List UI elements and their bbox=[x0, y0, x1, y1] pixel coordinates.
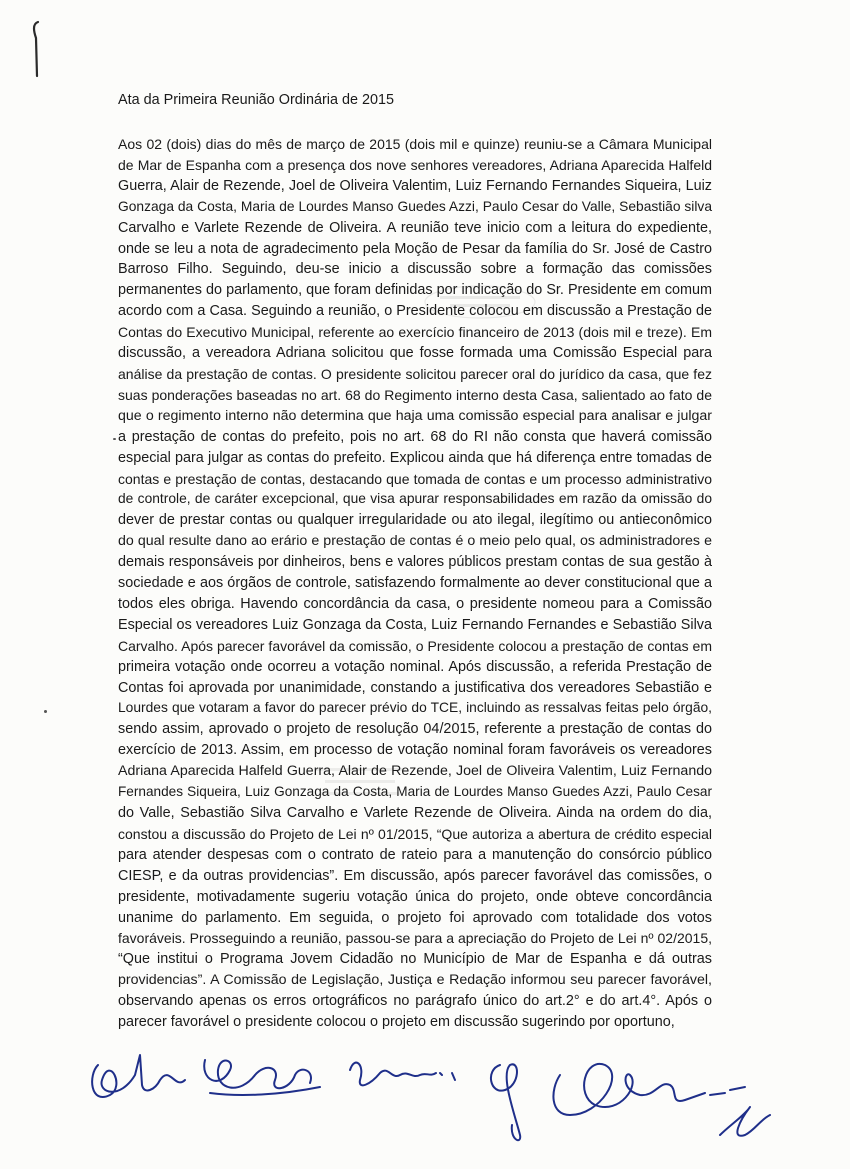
body-line: sendo assim, aprovado o projeto de resolução 04/2015, referente a prestação de contas do bbox=[118, 721, 712, 738]
body-line: providencias”. A Comissão de Legislação, Justiça e Redação informou seu parecer favorável, bbox=[118, 972, 712, 989]
body-line: onde se leu a nota de agradecimento pela Moção de Pesar da família do Sr. José de Castro bbox=[118, 240, 712, 257]
body-line: favoráveis. Prosseguindo a reunião, passou-se para a apreciação do Projeto de Lei nº 02/2015, bbox=[118, 930, 712, 947]
body-line: Contas do Executivo Municipal, referente ao exercício financeiro de 2013 (dois mil e treze). Em bbox=[118, 324, 712, 341]
signature-4 bbox=[491, 1064, 520, 1140]
body-line: suas ponderações baseadas no art. 68 do Regimento interno desta Casa, salientado ao fato de bbox=[118, 386, 712, 403]
body-line: do qual resulte dano ao erário e prestação de contas é o meio pelo qual, os administradores e bbox=[118, 533, 712, 550]
signature-5 bbox=[553, 1064, 705, 1115]
signature-1 bbox=[92, 1055, 185, 1097]
body-line: exercício de 2013. Assim, em processo de votação nominal foram favoráveis os vereadores bbox=[118, 742, 712, 759]
body-line: especial para julgar as contas do prefeito. Explicou ainda que há diferença entre tomadas de bbox=[118, 449, 712, 466]
body-line: unanime do parlamento. Em seguida, o projeto foi aprovado com totalidade dos votos bbox=[118, 909, 712, 926]
paper-speck bbox=[44, 710, 47, 713]
body-line: todos eles obriga. Havendo concordância da casa, o presidente nomeou para a Comissão bbox=[118, 595, 712, 612]
body-line: Adriana Aparecida Halfeld Guerra, Alair de Rezende, Joel de Oliveira Valentim, Luiz Fernando bbox=[118, 763, 712, 780]
paper-speck bbox=[113, 438, 116, 440]
body-line: de controle, de caráter excepcional, que visa apurar responsabilidades em razão da omissão do bbox=[118, 491, 712, 507]
body-line: primeira votação onde ocorreu a votação nominal. Após discussão, a referida Prestação de bbox=[118, 658, 712, 675]
document-body bbox=[118, 134, 712, 1033]
body-line: presidente, motivadamente sugeriu votação única do projeto, onde obteve concordância bbox=[118, 888, 712, 905]
body-line: Gonzaga da Costa, Maria de Lourdes Manso Guedes Azzi, Paulo Cesar do Valle, Sebastião silva bbox=[118, 198, 712, 214]
body-line: CIESP, e da outras providencias”. Em discussão, após parecer favorável das comissões, o bbox=[118, 867, 712, 884]
body-line: Fernandes Siqueira, Luiz Gonzaga da Costa, Maria de Lourdes Manso Guedes Azzi, Paulo Cesar bbox=[118, 784, 712, 800]
margin-mark bbox=[22, 18, 52, 78]
body-line: que o regimento interno não determina que haja uma comissão especial para analisar e julgar bbox=[118, 407, 712, 424]
body-line: Contas foi aprovada por unanimidade, constando a justificativa dos vereadores Sebastião e bbox=[118, 679, 712, 696]
body-line: Barroso Filho. Seguindo, deu-se inicio a discussão sobre a formação das comissões bbox=[118, 261, 712, 278]
body-line: para atender despesas com o contrato de rateio para a manutenção do consórcio público bbox=[118, 846, 712, 863]
body-line: contas e prestação de contas, destacando que tomada de contas e um processo administrativo bbox=[118, 470, 712, 487]
body-line: discussão, a vereadora Adriana solicitou que fosse formada uma Comissão Especial para bbox=[118, 345, 712, 362]
signature-2 bbox=[204, 1060, 311, 1088]
body-line: de Mar de Espanha com a presença dos nove senhores vereadores, Adriana Aparecida Halfeld bbox=[118, 156, 712, 173]
body-line: Carvalho. Após parecer favorável da comissão, o Presidente colocou a prestação de contas em bbox=[118, 637, 712, 654]
body-line: constou a discussão do Projeto de Lei nº 01/2015, “Que autoriza a abertura de crédito especial bbox=[118, 825, 712, 842]
body-line: sociedade e aos órgãos de controle, satisfazendo formalmente ao dever constitucional que a bbox=[118, 575, 712, 592]
body-line: parecer favorável o presidente colocou o projeto em discussão sugerindo por oportuno, bbox=[118, 1014, 675, 1031]
body-line: Lourdes que votaram a favor do parecer prévio do TCE, incluindo as ressalvas feitas pelo órgão, bbox=[118, 700, 712, 716]
body-line: a prestação de contas do prefeito, pois no art. 68 do RI não consta que haverá comissão bbox=[118, 428, 712, 445]
body-line: do Valle, Sebastião Silva Carvalho e Varlete Rezende de Oliveira. Ainda na ordem do dia, bbox=[118, 805, 712, 821]
body-line: Aos 02 (dois) dias do mês de março de 2015 (dois mil e quinze) reuniu-se a Câmara Municipal bbox=[118, 136, 712, 152]
body-line: acordo com a Casa. Seguindo a reunião, o Presidente colocou em discussão a Prestação de bbox=[118, 303, 712, 320]
body-line: dever de prestar contas ou qualquer irregularidade ou ato ilegal, ilegítimo ou antieconômico bbox=[118, 512, 712, 529]
signature-3 bbox=[350, 1063, 455, 1086]
signature-6 bbox=[720, 1107, 770, 1136]
body-line: demais responsáveis por dinheiros, bens e valores públicos prestam contas de sua gestão à bbox=[118, 554, 712, 571]
body-line: Especial os vereadores Luiz Gonzaga da Costa, Luiz Fernando Fernandes e Sebastião Silva bbox=[118, 616, 712, 633]
body-line: observando apenas os erros ortográficos no parágrafo único do art.2° e do art.4°. Após o bbox=[118, 993, 712, 1010]
document-title: Ata da Primeira Reunião Ordinária de 2015 bbox=[118, 92, 394, 108]
body-line: Guerra, Alair de Rezende, Joel de Oliveira Valentim, Luiz Fernando Fernandes Siqueira, Luiz bbox=[118, 177, 712, 194]
body-line: “Que institui o Programa Jovem Cidadão no Município de Mar de Espanha e dá outras bbox=[118, 951, 712, 968]
signatures bbox=[80, 1035, 780, 1165]
body-line: Carvalho e Varlete Rezende de Oliveira. A reunião teve inicio com a leitura do expediente, bbox=[118, 219, 712, 236]
body-line: permanentes do parlamento, que foram definidas por indicação do Sr. Presidente em comum bbox=[118, 282, 712, 299]
body-line: análise da prestação de contas. O presidente solicitou parecer oral do jurídico da casa, que fez bbox=[118, 365, 712, 382]
